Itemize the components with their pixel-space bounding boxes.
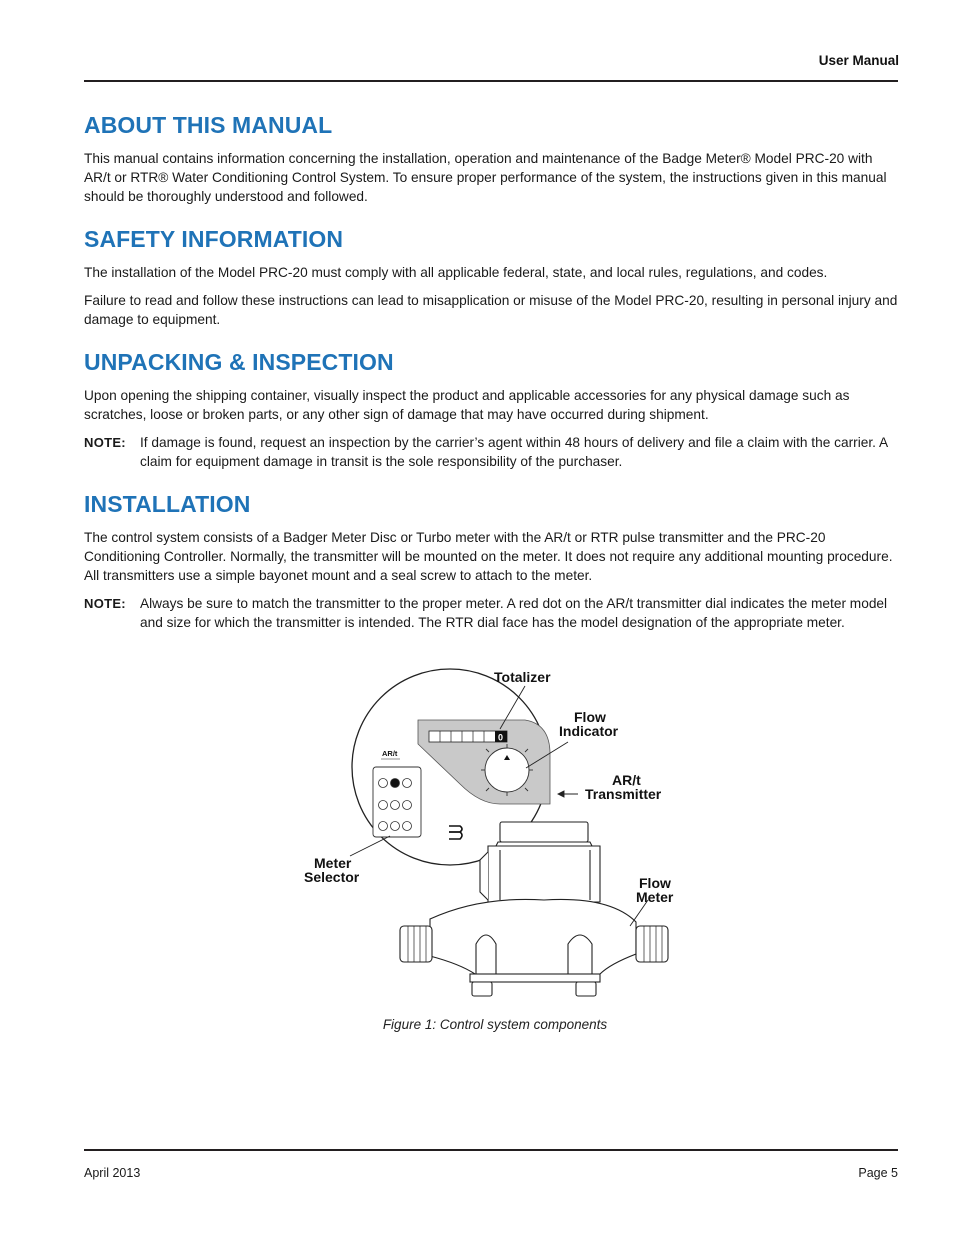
control-system-figure: [300, 664, 680, 1006]
safety-heading: SAFETY INFORMATION: [84, 226, 344, 252]
dial-model-label: AR/t: [382, 749, 398, 758]
label-flow-meter-2: Meter: [636, 889, 674, 905]
note-label: NOTE:: [84, 435, 126, 450]
label-meter-selector-2: Selector: [304, 869, 360, 885]
installation-paragraph: The control system consists of a Badger Meter Disc or Turbo meter with the AR/t or RTR pulse transmitter and the PRC-20 Conditioning Controller. Normally, the transmitter will be mounted on the meter. It does not require any additional mounting procedure. All transmitters use a simple bayonet mount and a seal screw to attach to the meter.: [84, 530, 893, 583]
meter-body: [400, 899, 668, 996]
unpacking-paragraph: Upon opening the shipping container, visually inspect the product and applicable accessories for any physical damage such as scratches, loose or broken parts, or any other sign of damage that may have occurred during shipment.: [84, 388, 850, 422]
header-rule: [84, 80, 898, 82]
footer-page-number: Page 5: [858, 1166, 898, 1180]
safety-paragraph-2: Failure to read and follow these instructions can lead to misapplication or misuse of the Model PRC-20, resulting in personal injury and damage to equipment.: [84, 293, 898, 327]
totalizer-display: [429, 731, 507, 743]
footer-date: April 2013: [84, 1166, 141, 1180]
about-paragraph: This manual contains information concerning the installation, operation and maintenance of the Badge Meter® Model PRC-20 with AR/t or RTR® Water Conditioning Control System. To ensure proper performance of the system, the instructions given in this manual should be thoroughly understood and followed.: [84, 151, 887, 204]
installation-heading: INSTALLATION: [84, 491, 251, 517]
figure-caption-text: Figure 1: Control system components: [382, 1017, 608, 1032]
note-text: If damage is found, request an inspection by the carrier’s agent within 48 hours of delivery and file a claim with the carrier. A claim for equipment damage in transit is the sole responsibility of the purchaser.: [140, 435, 888, 469]
label-totalizer: Totalizer: [494, 669, 551, 685]
label-transmitter-1: AR/t: [612, 772, 641, 788]
unpacking-heading: UNPACKING & INSPECTION: [84, 349, 394, 375]
figure-caption: [0, 1017, 954, 1032]
control-system-diagram: [300, 664, 680, 1006]
totalizer-digit: 0: [498, 732, 504, 743]
label-flow-indicator-1: Flow: [574, 709, 606, 725]
unpacking-note: [84, 433, 898, 471]
header-title: User Manual: [818, 53, 899, 68]
footer-rule: [84, 1149, 898, 1151]
installation-note: [84, 594, 898, 632]
label-flow-indicator-2: Indicator: [559, 723, 619, 739]
safety-paragraph-1: The installation of the Model PRC-20 must comply with all applicable federal, state, and local rules, regulations, and codes.: [84, 265, 828, 280]
label-flow-meter-1: Flow: [639, 875, 671, 891]
note-text: Always be sure to match the transmitter to the proper meter. A red dot on the AR/t transmitter dial indicates the meter model and size for which the transmitter is intended. The RTR dial face has the model designation of the appropriate meter.: [140, 596, 888, 630]
selector-dots: [379, 779, 412, 831]
flow-indicator-dial: [485, 748, 529, 792]
note-label: NOTE:: [84, 596, 126, 611]
label-transmitter-2: Transmitter: [585, 786, 662, 802]
label-meter-selector-1: Meter: [314, 855, 352, 871]
about-heading: ABOUT THIS MANUAL: [84, 112, 333, 138]
